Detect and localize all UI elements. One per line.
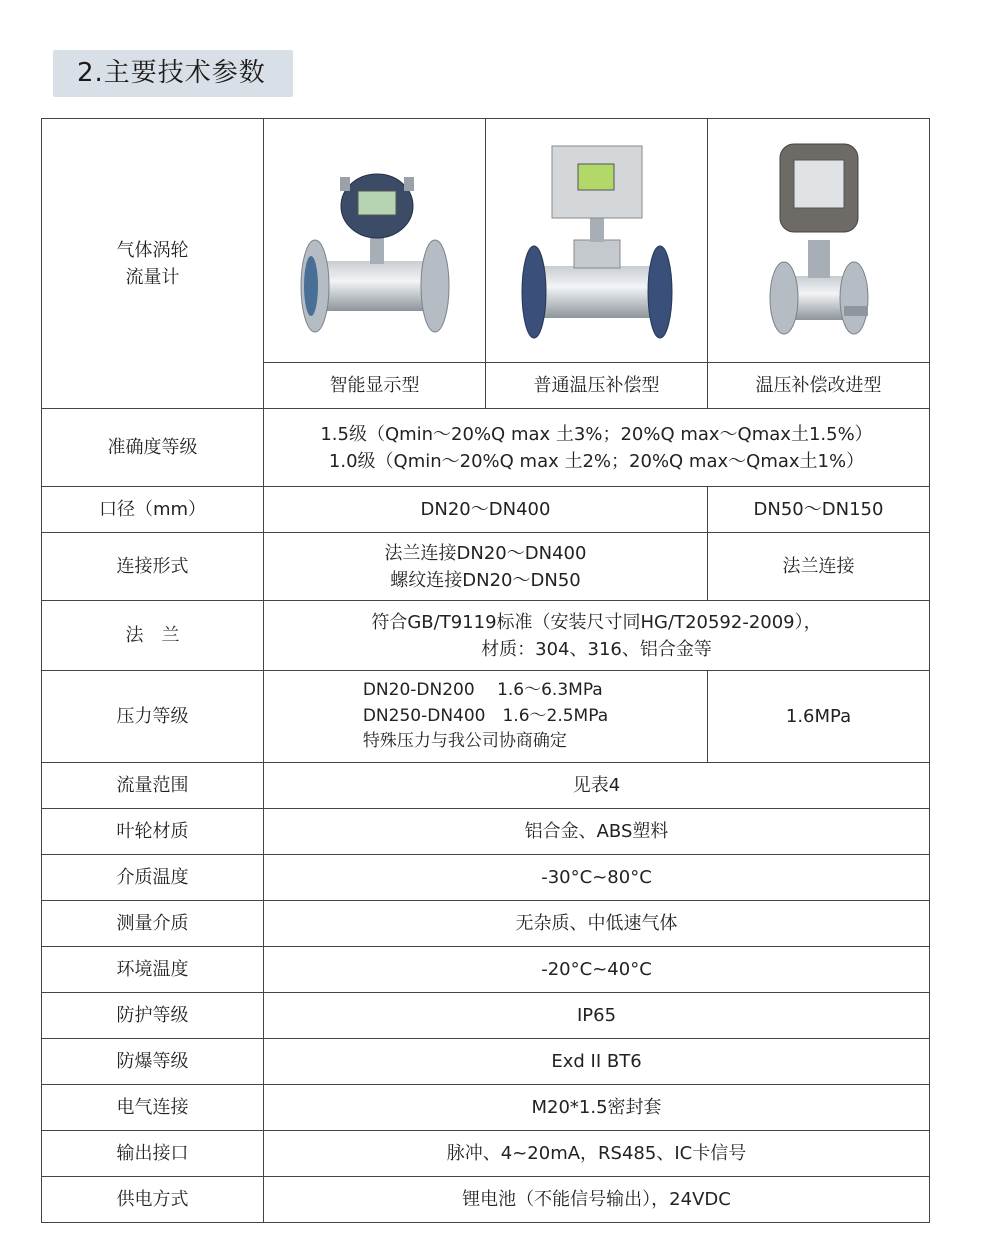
- flange-line1: 符合GB/T9119标准（安装尺寸同HG/T20592-2009），: [371, 611, 822, 633]
- pressure-value-a: [264, 671, 708, 763]
- measured-medium-value: 无杂质、中低速气体: [264, 901, 930, 947]
- ambient-temperature-value: -20°C~40°C: [264, 947, 930, 993]
- accuracy-line1: 1.5级（Qmin～20%Q max 土3%；20%Q max～Qmax土1.5%）: [320, 423, 873, 445]
- ambient-temperature-label: 环境温度: [42, 947, 264, 993]
- pressure-value-b: 1.6MPa: [708, 671, 930, 763]
- pressure-line3: 特殊压力与我公司协商确定: [362, 731, 567, 752]
- diameter-label: 口径（mm）: [42, 487, 264, 533]
- flow-range-value: 见表4: [264, 763, 930, 809]
- electrical-connection-value: M20*1.5密封套: [264, 1085, 930, 1131]
- accuracy-value: [264, 409, 930, 487]
- table-row-connection: [42, 533, 930, 601]
- model-improved-compensation: 温压补偿改进型: [708, 363, 930, 409]
- table-row: [42, 993, 930, 1039]
- diameter-value-a: DN20～DN400: [264, 487, 708, 533]
- connection-value-b: 法兰连接: [708, 533, 930, 601]
- meter-standard-compensation-image: [512, 136, 682, 346]
- connection-value-a: [264, 533, 708, 601]
- spec-table: [41, 118, 930, 1223]
- accuracy-label: 准确度等级: [42, 409, 264, 487]
- table-row: [42, 1177, 930, 1223]
- table-row-diameter: [42, 487, 930, 533]
- table-row-flange: [42, 601, 930, 671]
- table-row-accuracy: [42, 409, 930, 487]
- flange-value: [264, 601, 930, 671]
- meter-improved-compensation-image: [734, 136, 904, 346]
- connection-label: 连接形式: [42, 533, 264, 601]
- output-interface-value: 脉冲、4~20mA，RS485、IC卡信号: [264, 1131, 930, 1177]
- output-interface-label: 输出接口: [42, 1131, 264, 1177]
- model-standard-compensation: 普通温压补偿型: [486, 363, 708, 409]
- product-label-cell: [42, 119, 264, 409]
- medium-temperature-label: 介质温度: [42, 855, 264, 901]
- power-supply-value: 锂电池（不能信号输出），24VDC: [264, 1177, 930, 1223]
- table-row: [42, 763, 930, 809]
- image-cell-smart-display: [264, 119, 486, 363]
- connection-line2: 螺纹连接DN20～DN50: [390, 569, 581, 591]
- pressure-line2: DN250-DN400 1.6～2.5MPa: [362, 705, 609, 726]
- flange-line2: 材质：304、316、铝合金等: [481, 638, 712, 660]
- table-row-pressure: [42, 671, 930, 763]
- table-row: [42, 809, 930, 855]
- image-cell-standard-compensation: [486, 119, 708, 363]
- explosion-proof-label: 防爆等级: [42, 1039, 264, 1085]
- medium-temperature-value: -30°C~80°C: [264, 855, 930, 901]
- table-row: [42, 901, 930, 947]
- power-supply-label: 供电方式: [42, 1177, 264, 1223]
- table-row: [42, 855, 930, 901]
- pressure-line1: DN20-DN200 1.6～6.3MPa: [362, 680, 603, 701]
- accuracy-line2: 1.0级（Qmin～20%Q max 土2%；20%Q max～Qmax土1%）: [328, 450, 865, 472]
- meter-smart-display-image: [290, 141, 460, 341]
- protection-grade-value: IP65: [264, 993, 930, 1039]
- connection-line1: 法兰连接DN20～DN400: [384, 542, 587, 564]
- model-smart-display: 智能显示型: [264, 363, 486, 409]
- measured-medium-label: 测量介质: [42, 901, 264, 947]
- flow-range-label: 流量范围: [42, 763, 264, 809]
- table-row: [42, 947, 930, 993]
- table-row: [42, 1039, 930, 1085]
- impeller-material-value: 铝合金、ABS塑料: [264, 809, 930, 855]
- flange-label: 法 兰: [42, 601, 264, 671]
- impeller-material-label: 叶轮材质: [42, 809, 264, 855]
- table-row: [42, 1131, 930, 1177]
- pressure-label: 压力等级: [42, 671, 264, 763]
- image-cell-improved-compensation: [708, 119, 930, 363]
- product-label-line1: 气体涡轮: [116, 239, 189, 261]
- electrical-connection-label: 电气连接: [42, 1085, 264, 1131]
- explosion-proof-value: Exd II BT6: [264, 1039, 930, 1085]
- section-title: 2.主要技术参数: [53, 50, 293, 97]
- table-row: [42, 1085, 930, 1131]
- diameter-value-b: DN50～DN150: [708, 487, 930, 533]
- product-label-line2: 流量计: [125, 266, 180, 288]
- protection-grade-label: 防护等级: [42, 993, 264, 1039]
